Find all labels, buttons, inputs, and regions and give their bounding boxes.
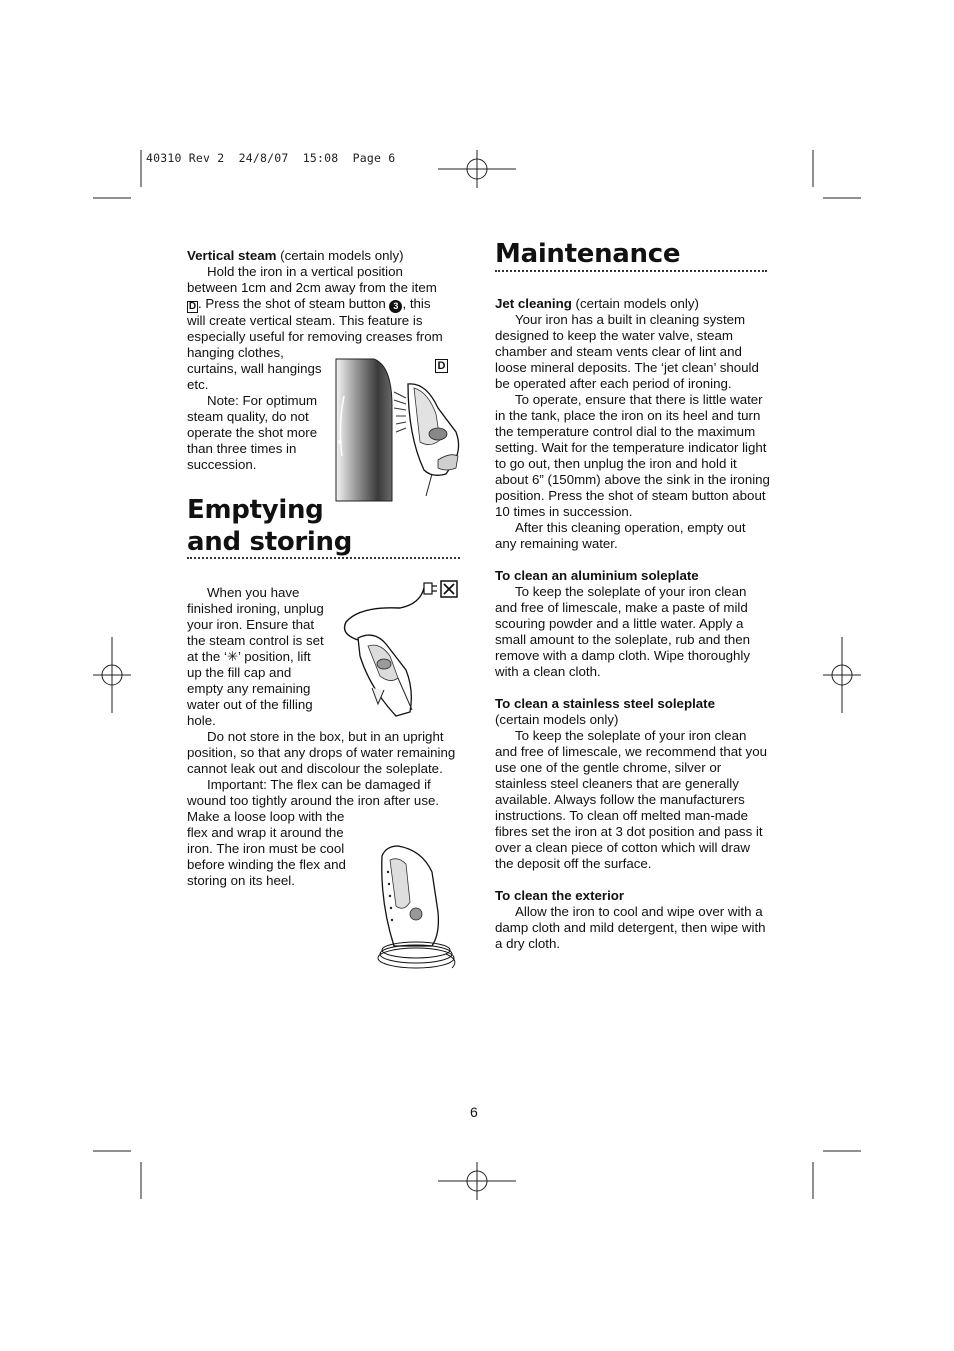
vertical-line-7: curtains, wall hangings <box>187 361 322 376</box>
vertical-steam-title: Vertical steam <box>187 248 277 263</box>
vertical-line-1: Hold the iron in a vertical position <box>207 264 403 279</box>
emptying-p1-line: finished ironing, unplug <box>187 601 324 616</box>
vertical-line-3: D . Press the shot of steam button 3 , this <box>188 296 431 312</box>
vertical-line-2: between 1cm and 2cm away from the item <box>187 280 437 295</box>
maintenance-heading-rule <box>495 270 767 272</box>
emptying-heading-rule <box>187 557 460 559</box>
emptying-p3-line: iron. The iron must be cool <box>187 841 345 856</box>
emptying-p3-line: Make a loose loop with the <box>187 809 345 824</box>
jet-cleaning-qualifier: (certain models only) <box>571 296 699 311</box>
emptying-p2: Do not store in the box, but in an upright position, so that any drops of water remaining cannot leak out and discolour the soleplate. <box>187 729 456 776</box>
jet-cleaning-p2: To operate, ensure that there is little water in the tank, place the iron on its heel and turn the temperature control dial to the maximum setting. Wait for the temperature indicator light to go out, then unplug the iron and hold it about 6” (150mm) above the sink in the ironing position. Press the shot of steam button about 10 times in succession. <box>495 392 770 519</box>
emptying-p1-line: hole. <box>187 713 216 728</box>
emptying-p3-line: flex and wrap it around the <box>187 825 344 840</box>
aluminium-title: To clean an aluminium soleplate <box>495 568 699 583</box>
vertical-steam-illustration <box>334 356 462 502</box>
maintenance-section <box>495 296 770 952</box>
jet-cleaning-p1: Your iron has a built in cleaning system designed to keep the water valve, steam chamber and steam vents clear of lint and loose mineral deposits. The ‘jet clean’ should be operated after each period of ironing. <box>495 312 759 391</box>
stainless-qualifier: (certain models only) <box>495 712 619 727</box>
storing-illustration <box>376 842 460 972</box>
figure-d-label: D <box>435 359 448 373</box>
emptying-p1-line: your iron. Ensure that <box>187 617 315 632</box>
vertical-line-6: hanging clothes, <box>187 345 284 360</box>
emptying-heading: Emptying and storing <box>187 495 353 557</box>
maintenance-heading: Maintenance <box>495 239 681 269</box>
emptying-p1-line: water out of the filling <box>187 697 313 712</box>
vertical-line-4: will create vertical steam. This feature is <box>187 313 423 328</box>
note-line-4: than three times in <box>187 441 297 456</box>
page-number: 6 <box>470 1104 478 1120</box>
emptying-p3: Important: The flex can be damaged if wound too tightly around the iron after use. <box>187 777 440 808</box>
stainless-title: To clean a stainless steel soleplate <box>495 696 715 711</box>
emptying-p1-line: empty any remaining <box>187 681 311 696</box>
exterior-title: To clean the exterior <box>495 888 625 903</box>
stainless-text: To keep the soleplate of your iron clean and free of limescale, we recommend that you use one of the gentle chrome, silver or stainless steel cleaners that are generally available. Always follow the manufacturers instructions. To clean off melted man-made fibres set the iron at 3 dot position and pass it over a clean piece of cotton which will draw the deposit off the surface. <box>495 728 767 871</box>
emptying-p3-line: before winding the flex and <box>187 857 346 872</box>
aluminium-text: To keep the soleplate of your iron clean and free of limescale, make a paste of mild scouring powder and a little water. Apply a small amount to the soleplate, rub and then remove with a damp cloth. Wipe thoroughly with a clean cloth. <box>495 584 751 679</box>
jet-cleaning-title: Jet cleaning <box>495 296 572 311</box>
emptying-p1-line: at the ‘✳’ position, lift <box>187 649 311 664</box>
exterior-text: Allow the iron to cool and wipe over with a damp cloth and mild detergent, then wipe with a dry cloth. <box>495 904 766 951</box>
vertical-steam-qualifier: (certain models only) <box>276 248 404 263</box>
note-line-3: operate the shot more <box>187 425 318 440</box>
note-line-5: succession. <box>187 457 257 472</box>
emptying-p1-line: up the fill cap and <box>187 665 292 680</box>
print-slug: 40310 Rev 2 24/8/07 15:08 Page 6 <box>146 151 396 165</box>
vertical-line-5: especially useful for removing creases from <box>187 329 443 344</box>
emptying-p3-line: storing on its heel. <box>187 873 295 888</box>
emptying-p1-line: the steam control is set <box>187 633 324 648</box>
button-3-glyph: 3 <box>389 300 402 313</box>
figure-d-glyph: D <box>188 301 197 312</box>
unplug-illustration <box>340 578 462 718</box>
vertical-line-8: etc. <box>187 377 209 392</box>
note-line-1: Note: For optimum <box>207 393 318 408</box>
note-line-2: steam quality, do not <box>187 409 309 424</box>
jet-cleaning-p3: After this cleaning operation, empty out any remaining water. <box>495 520 746 551</box>
emptying-p1-line: When you have <box>207 585 300 600</box>
